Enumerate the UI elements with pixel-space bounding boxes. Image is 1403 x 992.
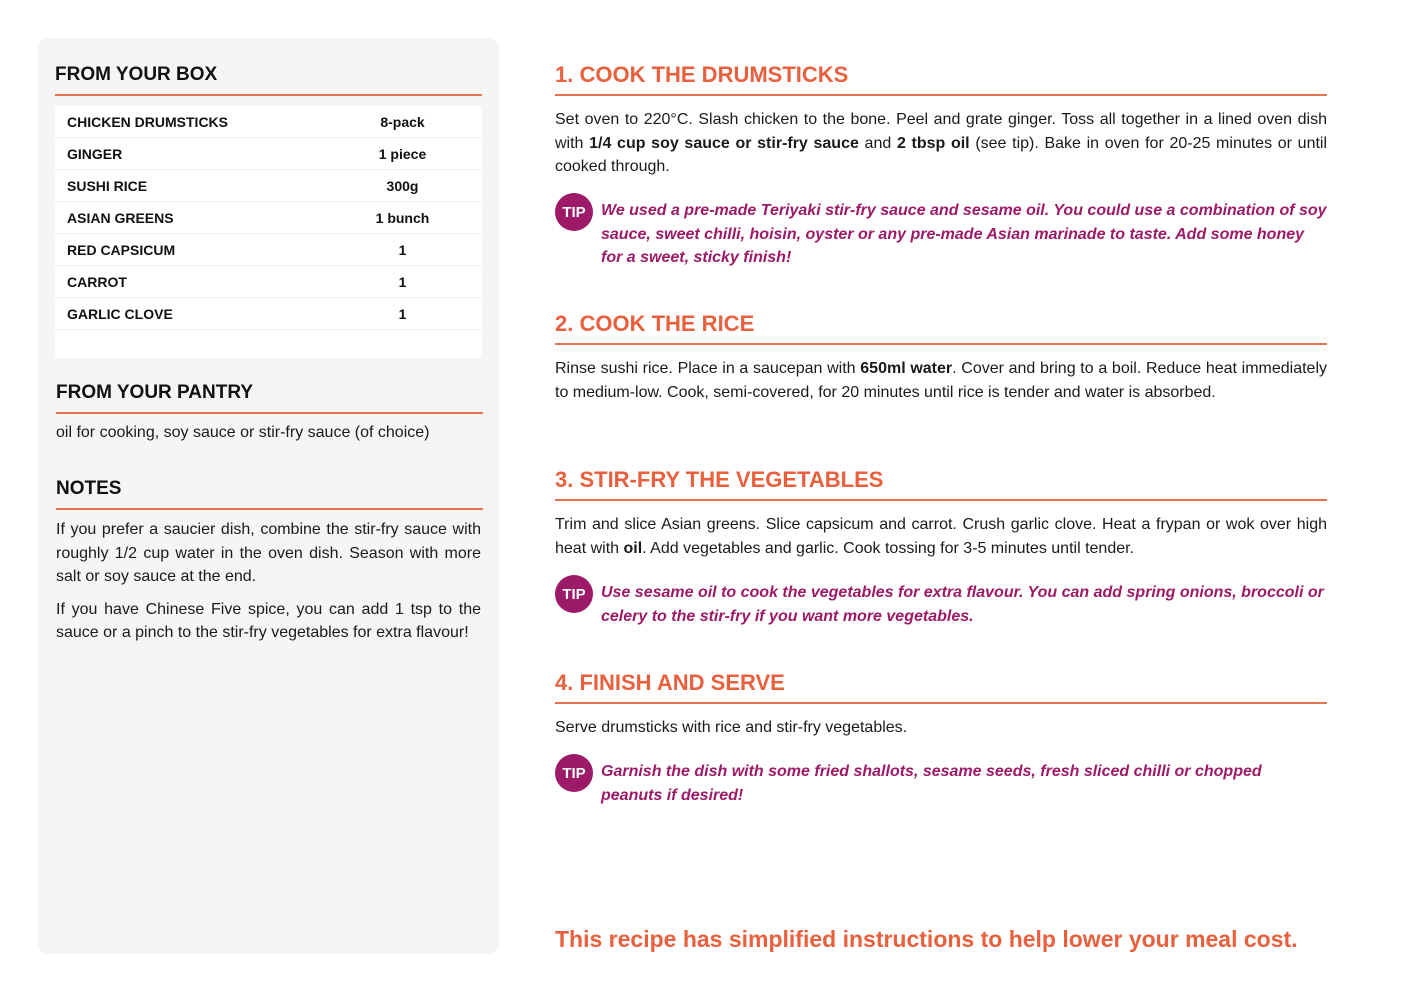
ingredient-name: GINGER [67, 145, 123, 162]
ingredient-name: CHICKEN DRUMSTICKS [67, 113, 228, 130]
tip-text: Use sesame oil to cook the vegetables for extra flavour. You can add spring onions, broccoli or celery to the stir-fry if you want more vegetables. [601, 584, 1324, 625]
note-paragraph: If you prefer a saucier dish, combine the stir-fry sauce with roughly 1/2 cup water in the oven dish. Season with more salt or soy sauce at the end. [56, 521, 481, 585]
step-1-text: Set oven to 220°C. Slash chicken to the bone. Peel and grate ginger. Toss all together in a lined oven dish with 1/4 cup soy sauce or stir-fry sauce and 2 tbsp oil (see tip). Bake in oven for 20-25 minutes or until cooked through. [555, 111, 1328, 175]
ingredient-name: CARROT [67, 273, 127, 290]
ingredients-panel [38, 38, 499, 954]
tip-text: Garnish the dish with some fried shallots, sesame seeds, fresh sliced chilli or chopped peanuts if desired! [601, 763, 1262, 804]
table-row [55, 170, 482, 202]
box-ingredients-table [55, 106, 482, 358]
step-4-heading: 4. FINISH AND SERVE [555, 670, 1327, 704]
ingredient-qty: 1 [398, 241, 407, 258]
tip-badge: TIP [555, 754, 593, 792]
tip-text: We used a pre-made Teriyaki stir-fry sauce and sesame oil. You could use a combination of soy sauce, sweet chilli, hoisin, oyster or any pre-made Asian marinade to taste. Add some honey for a sweet, sticky finish! [601, 202, 1327, 266]
footer-note: This recipe has simplified instructions to help lower your meal cost. [555, 926, 1298, 952]
step-3-heading: 3. STIR-FRY THE VEGETABLES [555, 467, 1327, 501]
tip-badge: TIP [555, 193, 593, 231]
table-row [55, 106, 482, 138]
step-3-text: Trim and slice Asian greens. Slice capsicum and carrot. Crush garlic clove. Heat a frypan or wok over high heat with oil. Add vegetables and garlic. Cook tossing for 3-5 minutes until tender. [555, 516, 1327, 557]
ingredient-qty: 1 [398, 273, 407, 290]
pantry-items: oil for cooking, soy sauce or stir-fry sauce (of choice) [56, 424, 430, 441]
ingredient-qty: 1 bunch [375, 209, 430, 226]
step-1-tip [555, 193, 1327, 273]
table-row [55, 266, 482, 298]
notes-heading: NOTES [56, 478, 483, 510]
step-2-text: Rinse sushi rice. Place in a saucepan with 650ml water. Cover and bring to a boil. Reduce heat immediately to medium-low. Cook, semi-covered, for 20 minutes until rice is tender and water is absorbed. [555, 360, 1328, 401]
step-2-heading: 2. COOK THE RICE [555, 311, 1327, 345]
step-4-tip [555, 754, 1327, 810]
table-row [55, 202, 482, 234]
note-paragraph: If you have Chinese Five spice, you can add 1 tsp to the sauce or a pinch to the stir-fry vegetables for extra flavour! [56, 600, 481, 641]
notes-body [56, 518, 481, 654]
ingredient-qty: 300g [386, 177, 419, 194]
step-3-tip [555, 575, 1327, 631]
table-row [55, 234, 482, 266]
tip-badge: TIP [555, 575, 593, 613]
from-your-box-heading: FROM YOUR BOX [55, 64, 482, 96]
table-row [55, 298, 482, 330]
ingredient-name: SUSHI RICE [67, 177, 148, 194]
ingredient-qty: 1 [398, 305, 407, 322]
table-row [55, 138, 482, 170]
ingredient-name: GARLIC CLOVE [67, 305, 173, 322]
ingredient-name: ASIAN GREENS [67, 209, 174, 226]
step-4-text: Serve drumsticks with rice and stir-fry vegetables. [555, 719, 908, 736]
ingredient-name: RED CAPSICUM [67, 241, 176, 258]
from-your-pantry-heading: FROM YOUR PANTRY [56, 382, 483, 414]
ingredient-qty: 1 piece [378, 145, 427, 162]
ingredient-qty: 8-pack [380, 113, 425, 130]
step-1-heading: 1. COOK THE DRUMSTICKS [555, 62, 1327, 96]
